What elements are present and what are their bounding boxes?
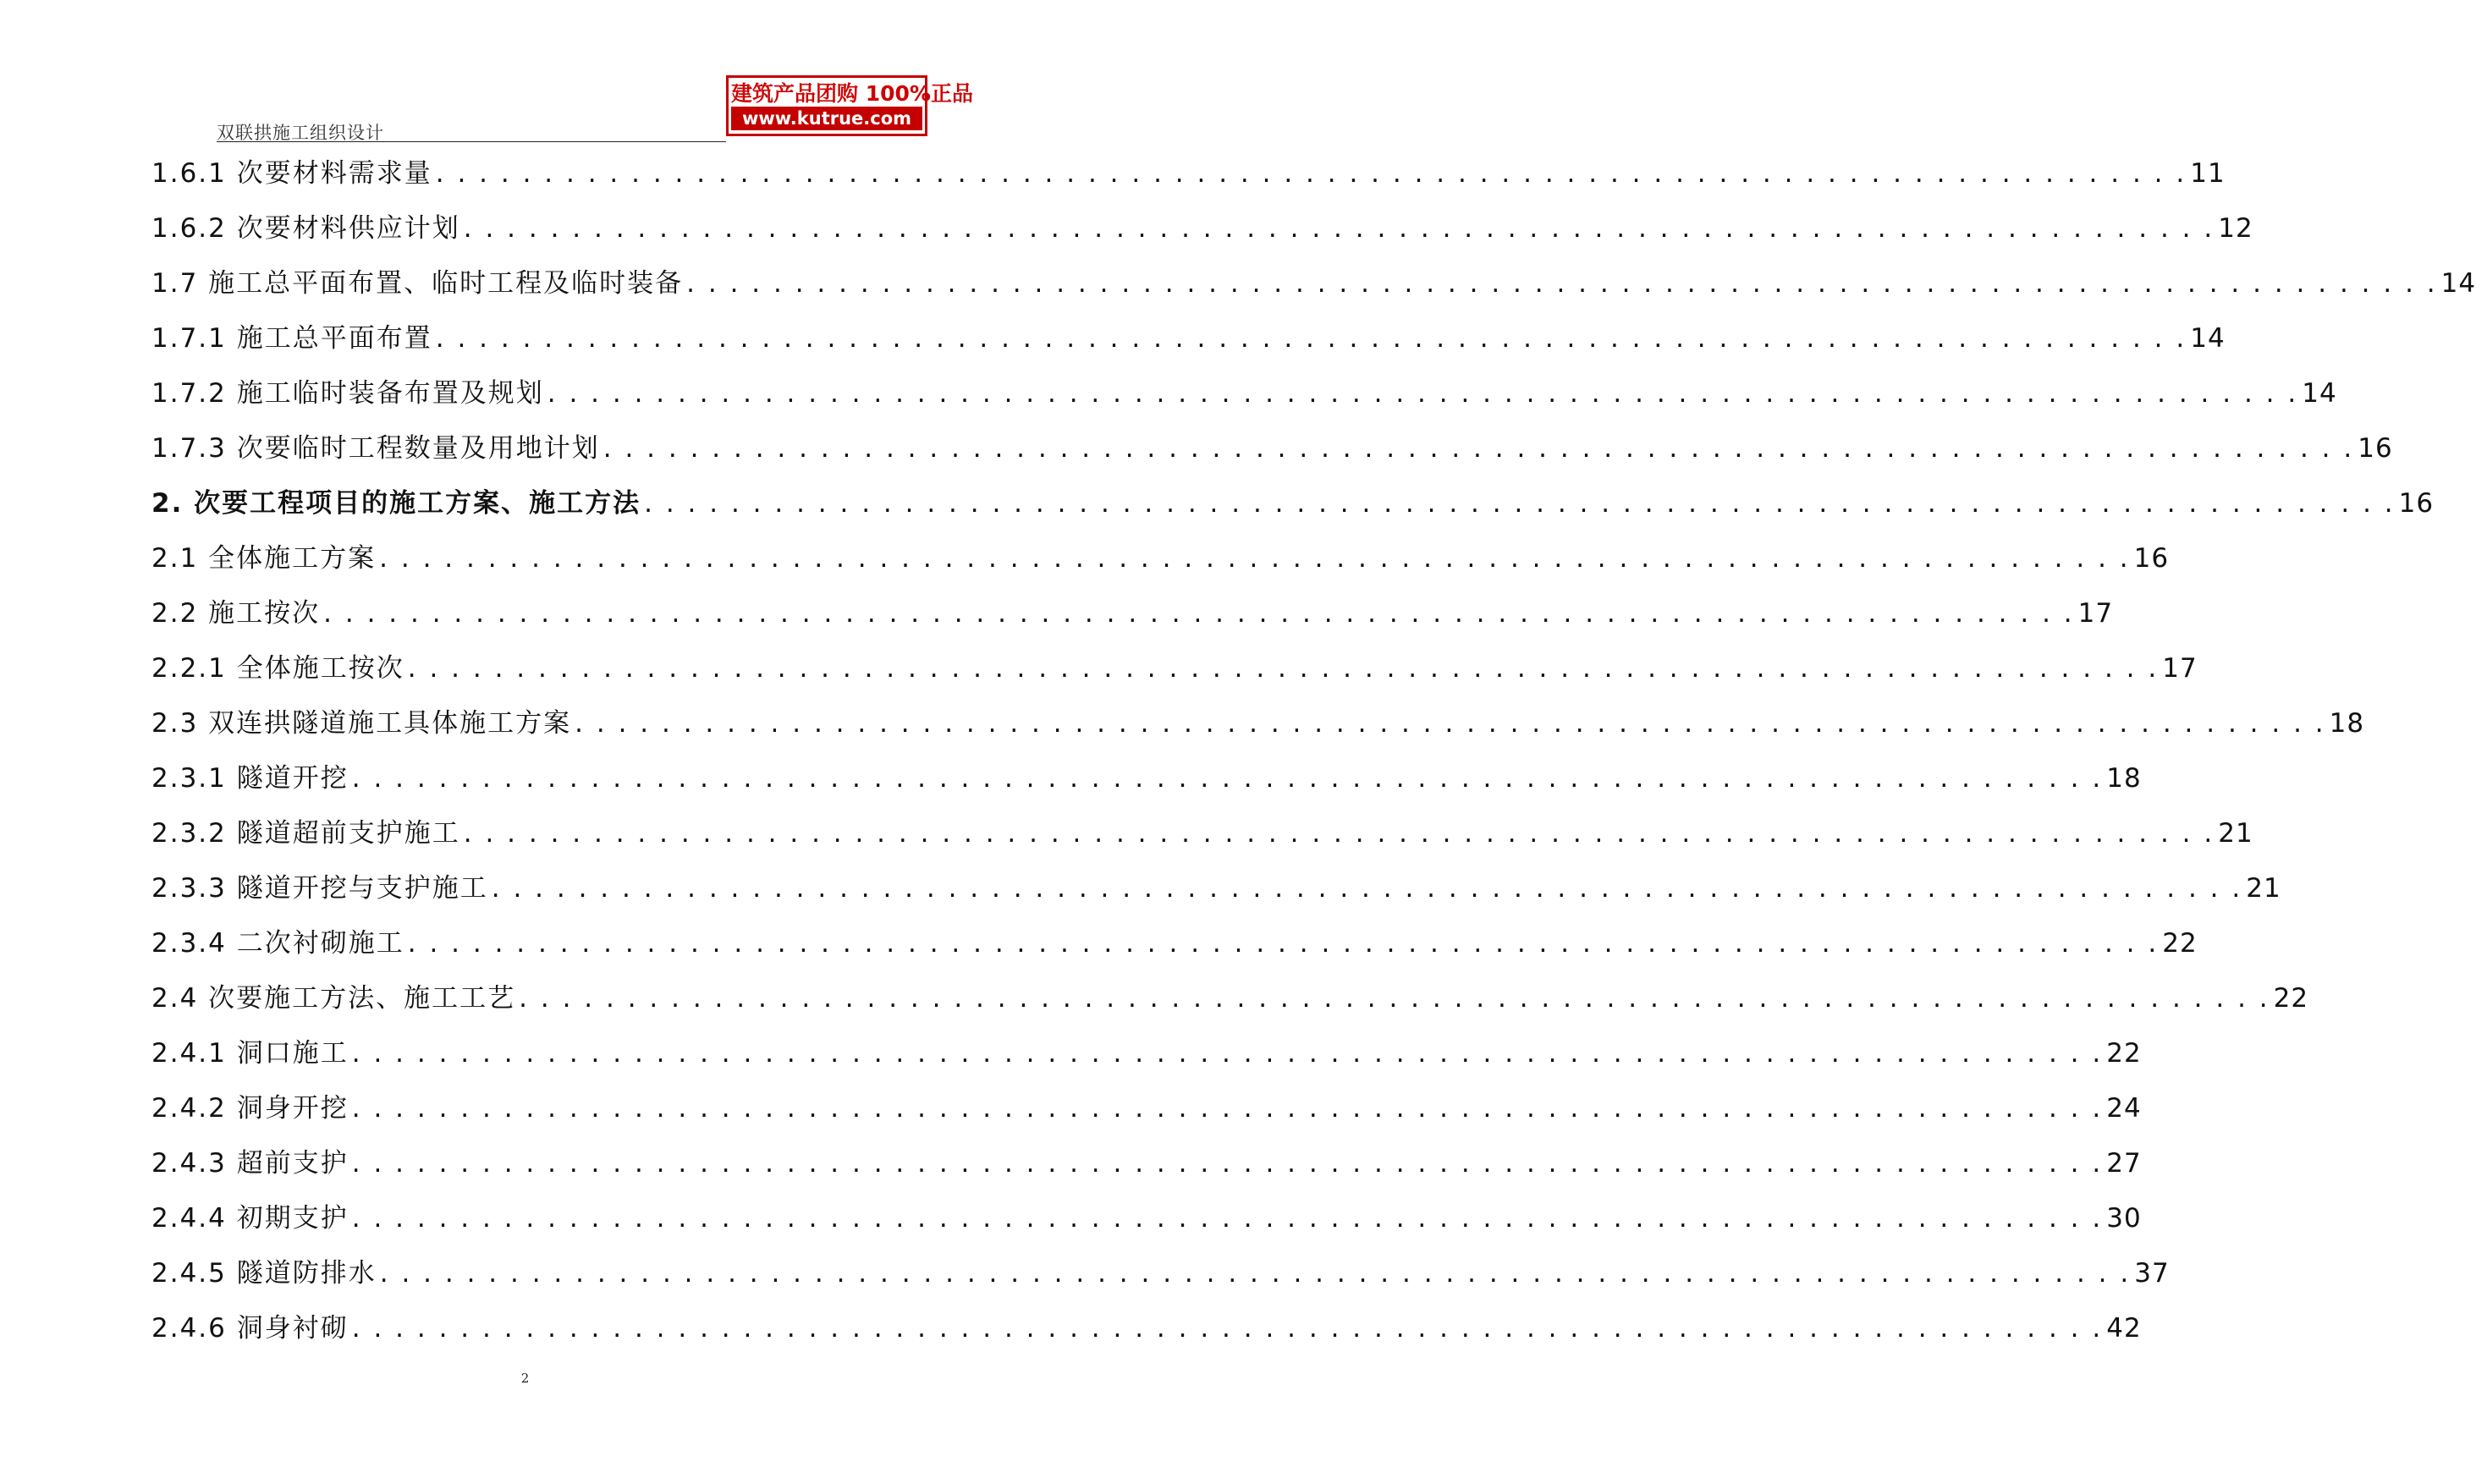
toc-entry[interactable] (151, 1136, 2142, 1191)
toc-entry[interactable] (151, 1026, 2142, 1081)
toc-entry[interactable] (151, 751, 2142, 806)
toc-entry[interactable] (151, 146, 2226, 201)
dot-leader (464, 201, 2215, 256)
toc-entry-label: 2.3.3 隧道开挖与支护施工 (151, 873, 488, 904)
toc-entry-page: 17 (2162, 653, 2198, 684)
toc-entry-page: 14 (2440, 268, 2476, 299)
toc-entry-page: 21 (2246, 873, 2281, 904)
dot-leader (686, 256, 2438, 311)
toc-entry[interactable] (151, 1246, 2170, 1301)
toc-entry-page: 22 (2273, 983, 2309, 1014)
toc-entry-label: 1.7.3 次要临时工程数量及用地计划 (151, 433, 600, 464)
toc-entry[interactable] (151, 806, 2253, 861)
table-of-contents (151, 146, 2476, 1356)
toc-entry[interactable] (151, 1081, 2142, 1136)
toc-entry-label: 2.3.2 隧道超前支护施工 (151, 818, 460, 849)
toc-entry-label: 2.4.4 初期支护 (151, 1203, 349, 1234)
toc-entry-label: 2.2 施工按次 (151, 598, 321, 629)
toc-entry[interactable] (151, 476, 2435, 531)
toc-entry-page: 16 (2133, 543, 2170, 574)
toc-entry[interactable] (151, 201, 2253, 256)
dot-leader (492, 861, 2243, 916)
toc-entry-label: 2.4.1 洞口施工 (151, 1038, 349, 1069)
header-rule (217, 141, 726, 142)
toc-entry-label: 1.7.2 施工临时装备布置及规划 (151, 378, 544, 409)
toc-entry-page: 21 (2218, 818, 2253, 849)
toc-entry[interactable] (151, 366, 2337, 421)
toc-entry[interactable] (151, 531, 2170, 586)
document-title: 双联拱施工组织设计 (217, 123, 384, 143)
watermark-logo (726, 75, 973, 136)
toc-entry-label: 2.4 次要施工方法、施工工艺 (151, 983, 516, 1014)
dot-leader (352, 1191, 2104, 1246)
toc-entry-page: 11 (2190, 158, 2226, 189)
toc-entry-page: 24 (2106, 1093, 2142, 1124)
toc-entry-label: 2.4.6 洞身衬砌 (151, 1313, 349, 1344)
toc-entry-label: 2.3.4 二次衬砌施工 (151, 928, 404, 959)
toc-entry[interactable] (151, 421, 2393, 476)
toc-entry-page: 42 (2106, 1313, 2142, 1344)
toc-entry-label: 2.3 双连拱隧道施工具体施工方案 (151, 708, 572, 739)
toc-entry-page: 22 (2162, 928, 2198, 959)
toc-entry-label: 2.4.2 洞身开挖 (151, 1093, 349, 1124)
toc-entry-page: 14 (2302, 378, 2337, 409)
toc-entry-page: 27 (2106, 1148, 2142, 1179)
dot-leader (352, 1026, 2104, 1081)
dot-leader (380, 1246, 2132, 1301)
toc-entry[interactable] (151, 971, 2309, 1026)
toc-entry-label: 2.1 全体施工方案 (151, 543, 377, 574)
toc-entry-page: 22 (2106, 1038, 2142, 1069)
dot-leader (603, 421, 2355, 476)
toc-entry-page: 16 (2358, 433, 2393, 464)
toc-entry[interactable] (151, 641, 2198, 696)
toc-entry-page: 18 (2106, 763, 2142, 794)
dot-leader (436, 311, 2187, 366)
toc-entry[interactable] (151, 1301, 2142, 1356)
toc-entry-label: 1.6.1 次要材料需求量 (151, 158, 432, 189)
dot-leader (352, 751, 2104, 806)
dot-leader (352, 1081, 2104, 1136)
toc-entry-label: 2.2.1 全体施工按次 (151, 653, 404, 684)
dot-leader (575, 696, 2326, 751)
toc-entry[interactable] (151, 256, 2476, 311)
toc-entry-page: 18 (2329, 708, 2365, 739)
toc-entry-label: 2.4.3 超前支护 (151, 1148, 349, 1179)
toc-entry-page: 37 (2134, 1258, 2170, 1289)
dot-leader (408, 916, 2160, 971)
dot-leader (379, 531, 2131, 586)
dot-leader (352, 1301, 2104, 1356)
dot-leader (323, 586, 2075, 641)
toc-entry[interactable] (151, 586, 2114, 641)
toc-entry[interactable] (151, 1191, 2142, 1246)
toc-entry-label: 2. 次要工程项目的施工方案、施工方法 (151, 488, 641, 519)
toc-entry-page: 17 (2077, 598, 2114, 629)
logo-url: www.kutrue.com (731, 107, 922, 130)
toc-entry-page: 12 (2218, 213, 2253, 244)
toc-entry-page: 16 (2398, 488, 2435, 519)
logo-slogan: 建筑产品团购 100%正品 (731, 81, 973, 106)
dot-leader (547, 366, 2299, 421)
toc-entry-label: 2.4.5 隧道防排水 (151, 1258, 377, 1289)
toc-entry[interactable] (151, 861, 2281, 916)
toc-entry-label: 1.6.2 次要材料供应计划 (151, 213, 460, 244)
toc-entry-label: 1.7 施工总平面布置、临时工程及临时装备 (151, 268, 684, 299)
toc-entry[interactable] (151, 696, 2365, 751)
dot-leader (464, 806, 2215, 861)
page-number: 2 (520, 1371, 530, 1386)
toc-entry-page: 30 (2106, 1203, 2142, 1234)
toc-entry[interactable] (151, 916, 2198, 971)
dot-leader (408, 641, 2160, 696)
dot-leader (644, 476, 2396, 531)
dot-leader (352, 1136, 2104, 1191)
toc-entry[interactable] (151, 311, 2226, 366)
toc-entry-label: 1.7.1 施工总平面布置 (151, 323, 432, 354)
dot-leader (436, 146, 2187, 201)
toc-entry-page: 14 (2190, 323, 2226, 354)
toc-entry-label: 2.3.1 隧道开挖 (151, 763, 349, 794)
dot-leader (519, 971, 2270, 1026)
